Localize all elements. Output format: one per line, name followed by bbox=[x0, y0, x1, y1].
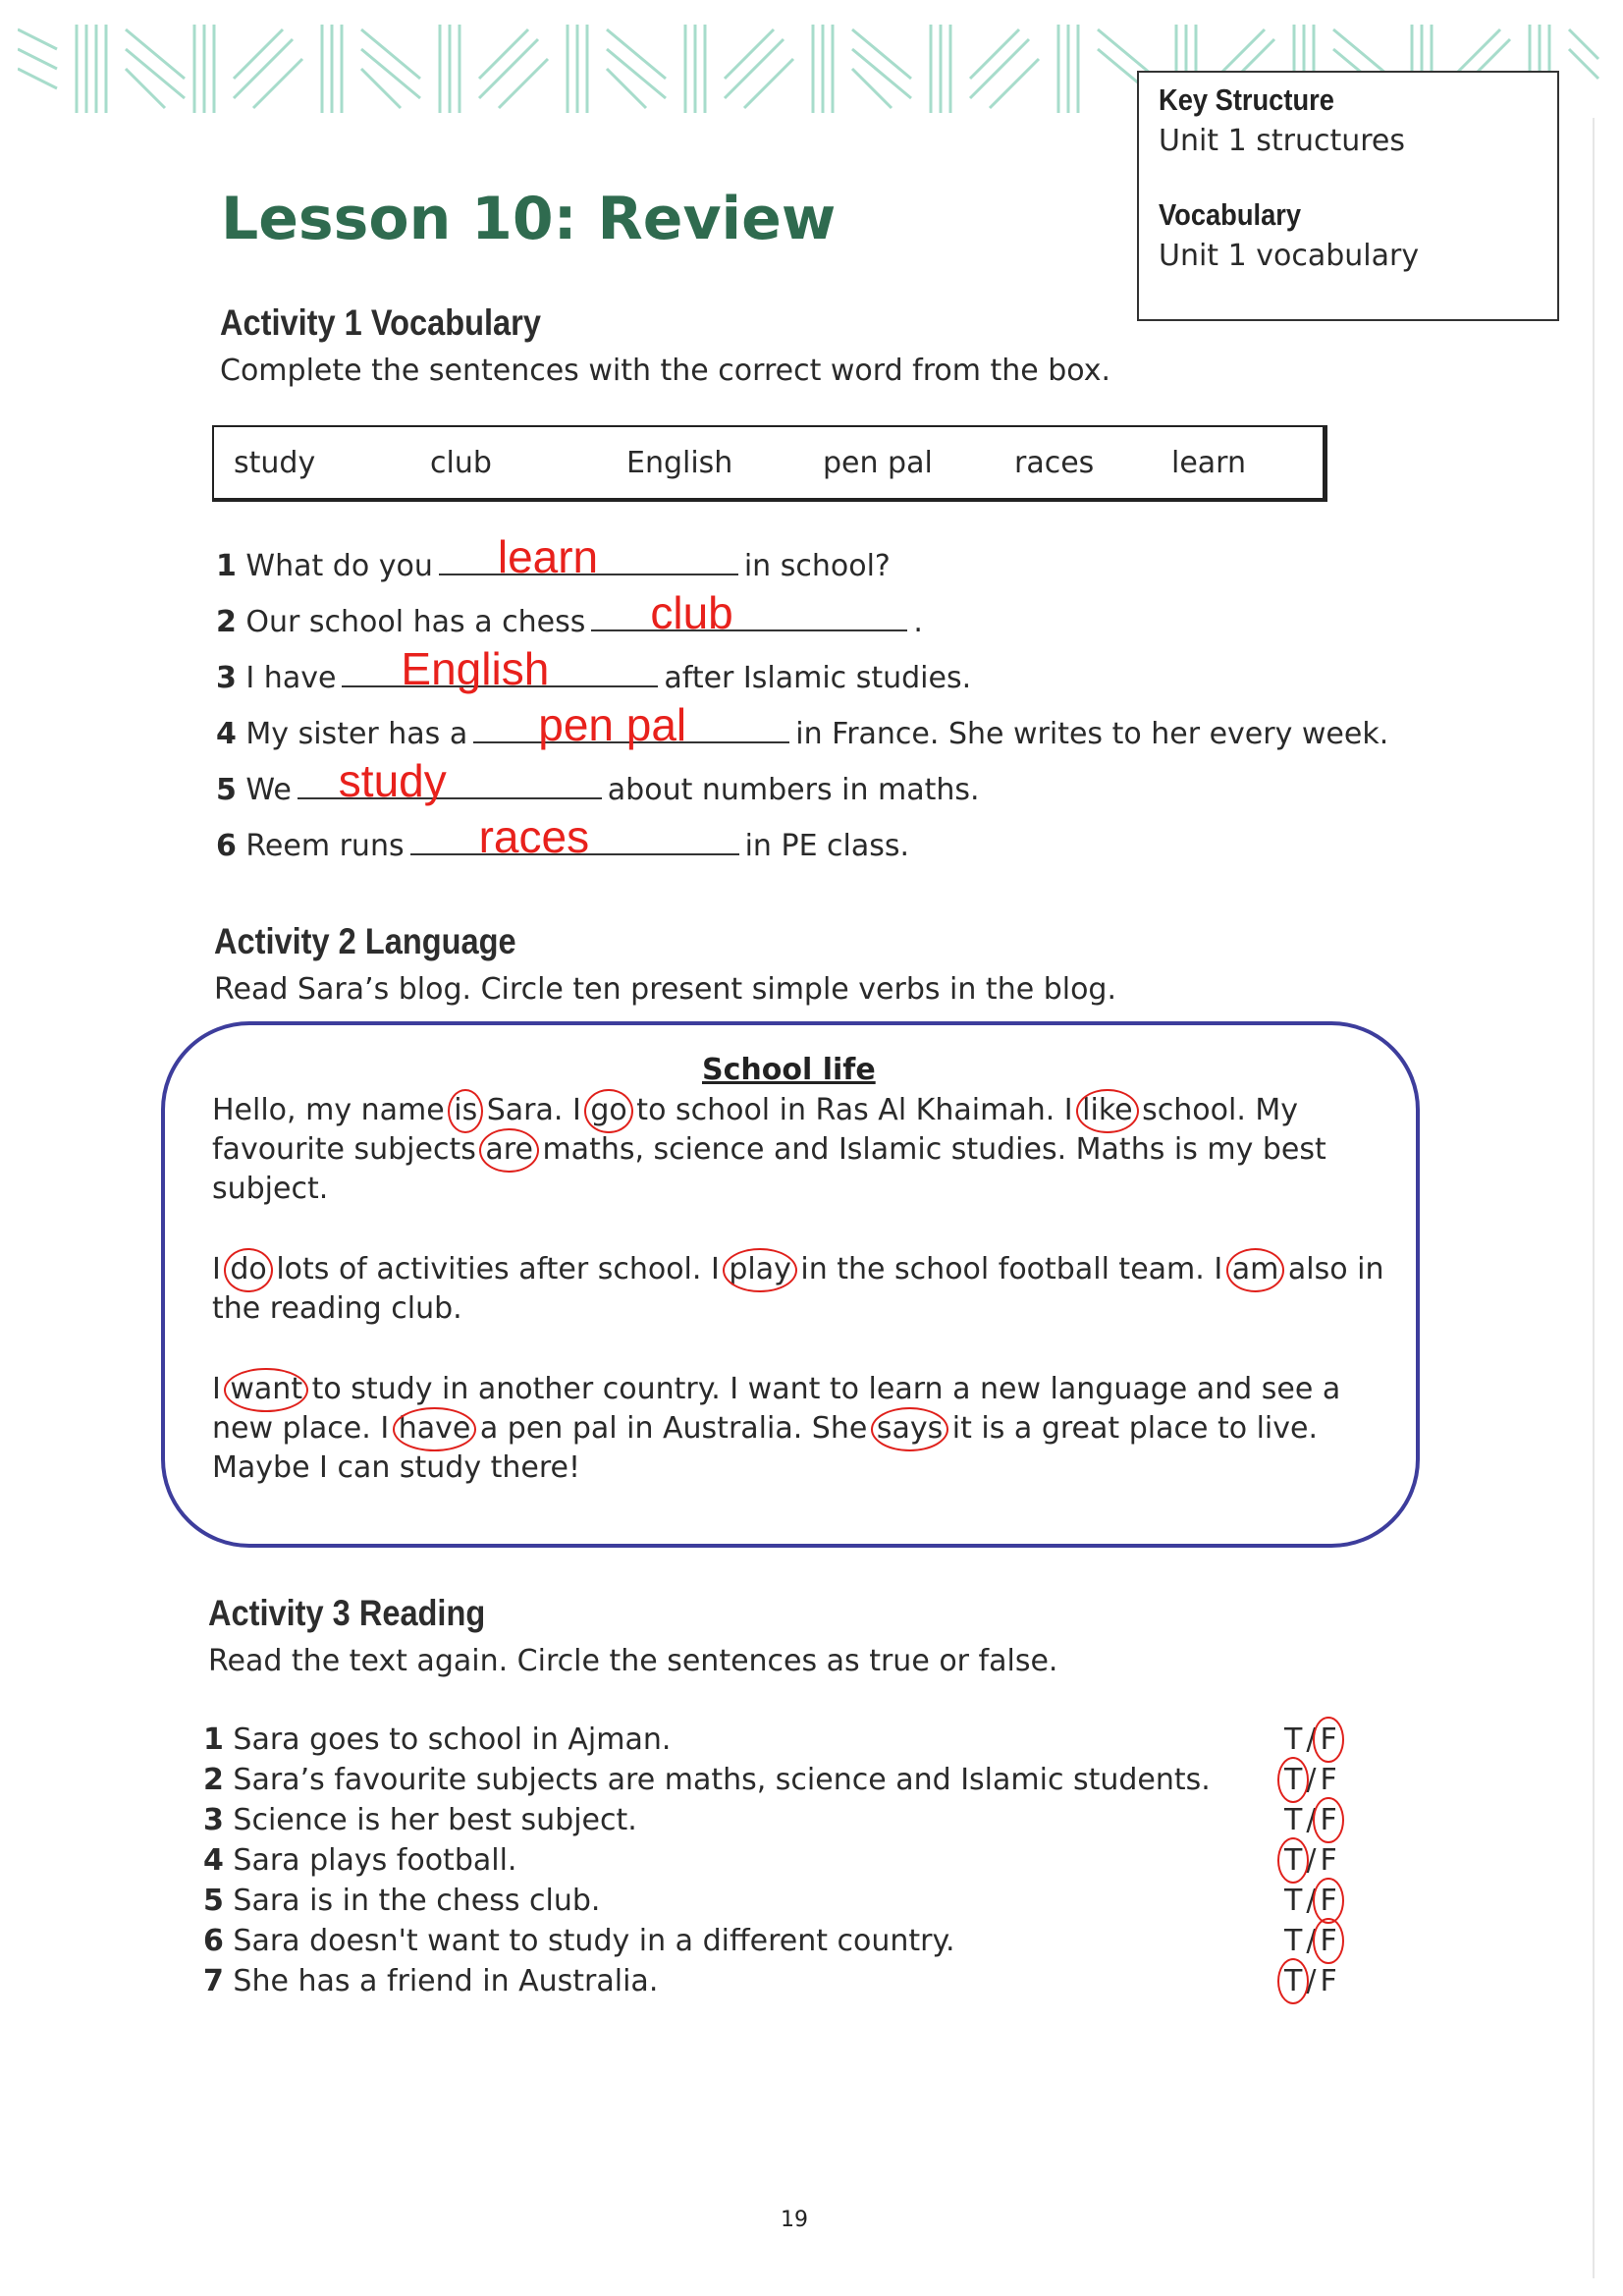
page-title: Lesson 10: Review bbox=[221, 185, 837, 253]
circled-verb[interactable]: go bbox=[590, 1093, 627, 1127]
vocabulary-heading: Vocabulary bbox=[1159, 197, 1302, 232]
tf-statement: 4 Sara plays football. bbox=[203, 1843, 517, 1878]
blog-line: Maybe I can study there! bbox=[212, 1450, 580, 1485]
blog-line: I want to study in another country. I want to learn a new language and see a bbox=[212, 1372, 1341, 1406]
vocab-question-3: 3 I have English after Islamic studies. bbox=[216, 643, 972, 695]
circled-verb[interactable]: want bbox=[230, 1372, 303, 1406]
tf-separator: / bbox=[1306, 1803, 1317, 1837]
blog-line: favourite subjects are maths, science and Islamic studies. Maths is my best bbox=[212, 1132, 1326, 1167]
key-structure-value: Unit 1 structures bbox=[1159, 124, 1406, 158]
answer-blank[interactable] bbox=[439, 531, 738, 582]
word-box-item: races bbox=[1014, 445, 1095, 480]
activity2-heading: Activity 2 Language bbox=[214, 921, 516, 961]
answer-blank[interactable] bbox=[410, 811, 739, 862]
word-box-item: study bbox=[234, 445, 316, 480]
false-option[interactable]: F bbox=[1320, 1803, 1337, 1837]
tf-separator: / bbox=[1306, 1763, 1317, 1797]
handwritten-answer: races bbox=[478, 811, 590, 862]
blog-line: subject. bbox=[212, 1172, 329, 1206]
activity2-instruction: Read Sara’s blog. Circle ten present simple verbs in the blog. bbox=[214, 972, 1117, 1007]
tf-statement: 2 Sara’s favourite subjects are maths, science and Islamic students. bbox=[203, 1763, 1211, 1797]
answer-blank[interactable] bbox=[591, 587, 907, 638]
answer-blank[interactable] bbox=[473, 699, 789, 750]
handwritten-answer: English bbox=[401, 643, 550, 694]
false-option[interactable]: F bbox=[1320, 1964, 1337, 1998]
tf-separator: / bbox=[1306, 1843, 1317, 1878]
vocabulary-value: Unit 1 vocabulary bbox=[1159, 239, 1420, 273]
tf-choice bbox=[1284, 1763, 1337, 1797]
blog-title: School life bbox=[702, 1053, 876, 1087]
word-box-item: learn bbox=[1171, 445, 1246, 480]
true-option[interactable]: T bbox=[1284, 1843, 1303, 1878]
true-option[interactable]: T bbox=[1284, 1803, 1303, 1837]
tf-separator: / bbox=[1306, 1964, 1317, 1998]
activity1-heading: Activity 1 Vocabulary bbox=[220, 302, 541, 343]
circled-verb[interactable]: am bbox=[1231, 1252, 1279, 1286]
key-structure-box bbox=[1137, 71, 1559, 321]
blog-line: I do lots of activities after school. I play in the school football team. I am also in bbox=[212, 1252, 1384, 1286]
answer-blank[interactable] bbox=[298, 755, 602, 806]
tf-statement: 5 Sara is in the chess club. bbox=[203, 1884, 601, 1918]
tf-choice bbox=[1284, 1884, 1337, 1918]
word-box-item: English bbox=[626, 445, 733, 480]
tf-separator: / bbox=[1306, 1884, 1317, 1918]
vocab-question-6: 6 Reem runs races in PE class. bbox=[216, 811, 910, 863]
blog-line: new place. I have a pen pal in Australia. She says it is a great place to live. bbox=[212, 1411, 1319, 1446]
vocab-question-4: 4 My sister has a pen pal in France. She writes to her every week. bbox=[216, 699, 1389, 751]
tf-choice bbox=[1284, 1843, 1337, 1878]
tf-statement: 7 She has a friend in Australia. bbox=[203, 1964, 659, 1998]
page-edge bbox=[1593, 118, 1595, 2278]
vocab-question-1: 1 What do you learn in school? bbox=[216, 531, 891, 583]
blog-line: the reading club. bbox=[212, 1291, 462, 1326]
false-option[interactable]: F bbox=[1320, 1884, 1337, 1918]
tf-statement: 1 Sara goes to school in Ajman. bbox=[203, 1722, 672, 1757]
tf-choice bbox=[1284, 1803, 1337, 1837]
circled-verb[interactable]: are bbox=[485, 1132, 533, 1167]
true-option[interactable]: T bbox=[1284, 1722, 1303, 1757]
handwritten-answer: pen pal bbox=[538, 699, 687, 750]
true-option[interactable]: T bbox=[1284, 1884, 1303, 1918]
handwritten-answer: learn bbox=[497, 531, 599, 582]
tf-choice bbox=[1284, 1722, 1337, 1757]
tf-statement: 6 Sara doesn't want to study in a different country. bbox=[203, 1924, 955, 1958]
true-option[interactable]: T bbox=[1284, 1964, 1303, 1998]
circled-verb[interactable]: says bbox=[876, 1411, 944, 1446]
tf-choice bbox=[1284, 1964, 1337, 1998]
handwritten-answer: study bbox=[338, 755, 447, 806]
page-number: 19 bbox=[781, 2208, 808, 2232]
activity1-instruction: Complete the sentences with the correct word from the box. bbox=[220, 354, 1111, 388]
activity3-heading: Activity 3 Reading bbox=[208, 1593, 486, 1633]
tf-choice bbox=[1284, 1924, 1337, 1958]
word-box-item: pen pal bbox=[823, 445, 933, 480]
false-option[interactable]: F bbox=[1320, 1722, 1337, 1757]
circled-verb[interactable]: is bbox=[454, 1093, 478, 1127]
false-option[interactable]: F bbox=[1320, 1924, 1337, 1958]
true-option[interactable]: T bbox=[1284, 1924, 1303, 1958]
blog-line: Hello, my name is Sara. I go to school in Ras Al Khaimah. I like school. My bbox=[212, 1093, 1299, 1127]
true-option[interactable]: T bbox=[1284, 1763, 1303, 1797]
handwritten-answer: club bbox=[650, 587, 733, 638]
key-structure-heading: Key Structure bbox=[1159, 82, 1334, 117]
circled-verb[interactable]: like bbox=[1082, 1093, 1133, 1127]
word-box bbox=[212, 425, 1327, 502]
false-option[interactable]: F bbox=[1320, 1763, 1337, 1797]
tf-statement: 3 Science is her best subject. bbox=[203, 1803, 637, 1837]
false-option[interactable]: F bbox=[1320, 1843, 1337, 1878]
tf-separator: / bbox=[1306, 1924, 1317, 1958]
vocab-question-5: 5 We study about numbers in maths. bbox=[216, 755, 980, 807]
vocab-question-2: 2 Our school has a chess club . bbox=[216, 587, 923, 639]
activity3-instruction: Read the text again. Circle the sentences as true or false. bbox=[208, 1644, 1058, 1678]
answer-blank[interactable] bbox=[342, 643, 658, 694]
tf-separator: / bbox=[1306, 1722, 1317, 1757]
circled-verb[interactable]: do bbox=[230, 1252, 267, 1286]
word-box-item: club bbox=[430, 445, 492, 480]
circled-verb[interactable]: play bbox=[729, 1252, 791, 1286]
circled-verb[interactable]: have bbox=[398, 1411, 471, 1446]
